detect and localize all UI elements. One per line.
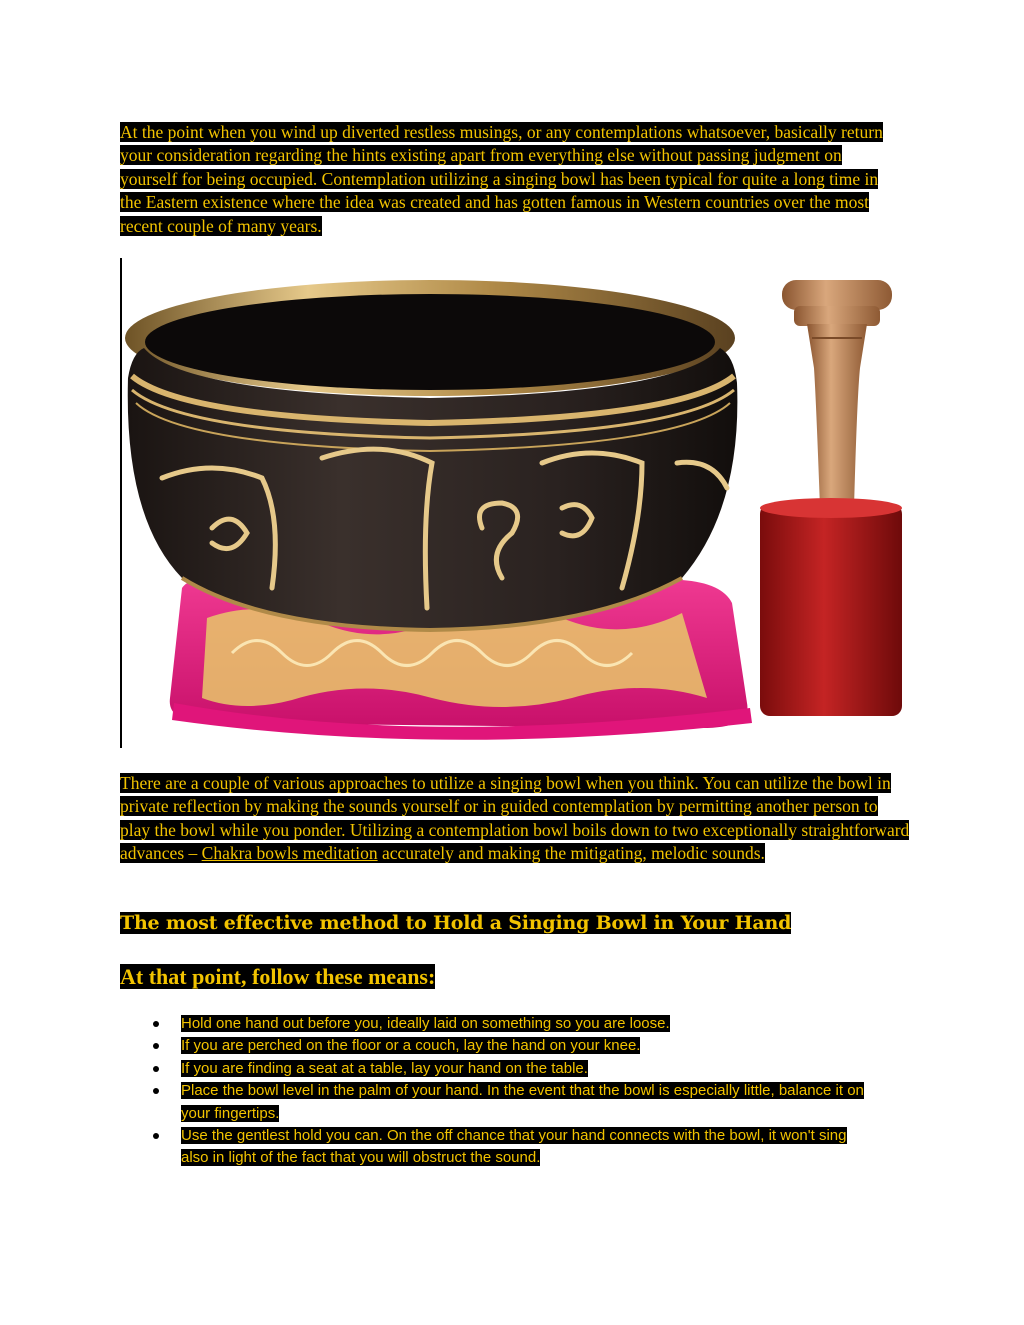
list-item: If you are perched on the floor or a couch, lay the hand on your knee.	[181, 1037, 641, 1055]
steps-list	[150, 1013, 870, 1170]
singing-bowl-image	[122, 258, 912, 748]
bowl-interior	[145, 294, 715, 390]
section-heading-follow-means: At that point, follow these means:	[120, 964, 436, 989]
section-heading-hold-bowl: The most effective method to Hold a Singing Bowl in Your Hand	[120, 912, 792, 934]
list-item: Place the bowl level in the palm of your hand. In the event that the bowl is especially little, balance it on your fingertips.	[181, 1082, 864, 1122]
list-item: If you are finding a seat at a table, lay your hand on the table.	[181, 1059, 588, 1077]
intro-paragraph: At the point when you wind up diverted restless musings, or any contemplations whatsoever, basically return your consideration regarding the hints existing apart from everything else without passing judgment on yourself for being occupied. Contemplation utilizing a singing bowl has been typical for quite a long time in the Eastern existence where the idea was created and has gotten famous in Western countries over the most recent couple of many years.	[120, 122, 883, 236]
approaches-paragraph: There are a couple of various approaches to utilize a singing bowl when you think. You can utilize the bowl in private reflection by making the sounds yourself or in guided contemplation by permitting another person to play the bowl while you ponder. Utilizing a contemplation bowl boils down to two exceptionally straightforward advances – Chakra bowls meditation accurately and making the mitigating, melodic sounds.	[120, 773, 910, 864]
mallet	[760, 280, 902, 716]
list-item: Use the gentlest hold you can. On the off chance that your hand connects with the bowl, it won't sing also in light of the fact that you will obstruct the sound.	[181, 1127, 847, 1167]
chakra-bowls-link[interactable]: Chakra bowls meditation	[201, 843, 378, 864]
list-item: Hold one hand out before you, ideally laid on something so you are loose.	[181, 1015, 670, 1032]
mallet-felt	[760, 504, 902, 716]
